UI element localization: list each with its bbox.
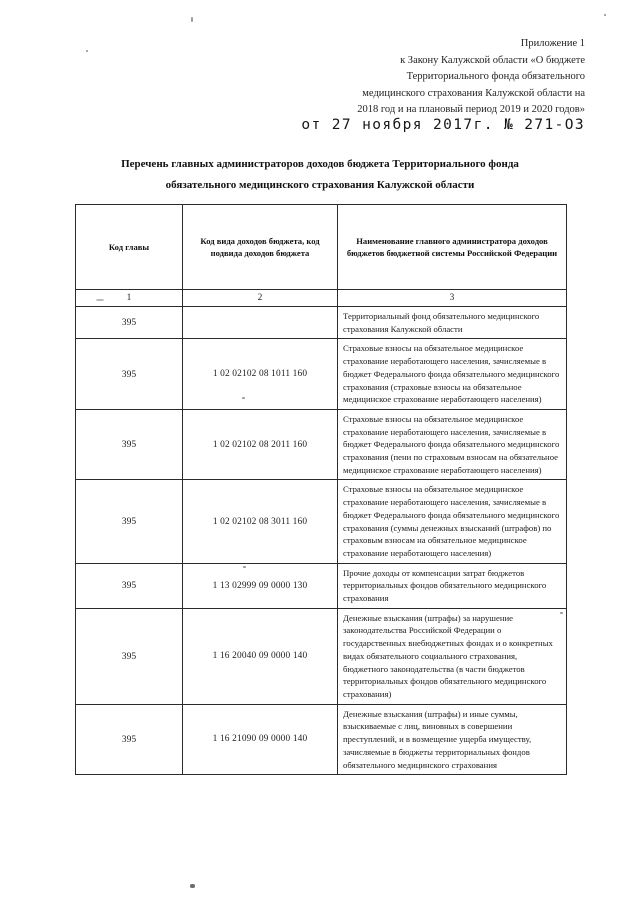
cell-administrator-name: Прочие доходы от компенсации затрат бюджетов территориальных фондов обязательного медицинского страхования — [338, 563, 567, 608]
page-title-line-2: обязательного медицинского страхования Калужской области — [165, 179, 475, 191]
law-date-number: от 27 ноября 2017г. № 271-ОЗ — [301, 117, 585, 133]
column-number-3: 3 — [338, 290, 567, 307]
cell-chapter-code: 395 — [76, 480, 183, 563]
scan-artifact — [604, 14, 606, 16]
cell-administrator-name: Страховые взносы на обязательное медицинское страхование неработающего населения, зачисляемые в бюджет Федерального фонда обязательного медицинского страхования (страховые взносы на обязательное медицинское страхование неработающего населения) — [338, 339, 567, 410]
cell-administrator-name: Страховые взносы на обязательное медицинское страхование неработающего населения, зачисляемые в бюджет Федерального фонда обязательного медицинского страхования (пени по страховым взносам на обязательное медицинское страхование неработающего населения) — [338, 409, 567, 480]
cell-income-type-code: 1 16 21090 09 0000 140 — [183, 704, 338, 775]
cell-income-type-code — [183, 307, 338, 339]
scan-artifact — [243, 566, 246, 568]
cell-chapter-code: 395 — [76, 307, 183, 339]
appendix-reference — [150, 36, 585, 119]
table-row — [76, 608, 567, 704]
cell-income-type-code: 1 13 02999 09 0000 130 — [183, 563, 338, 608]
cell-administrator-name: Страховые взносы на обязательное медицинское страхование неработающего населения, зачисляемые в бюджет Федерального фонда обязательного медицинского страхования (суммы денежных взысканий (штрафов) по страховым взносам на обязательное медицинское страхование неработающего населения) — [338, 480, 567, 563]
cell-chapter-code: 395 — [76, 563, 183, 608]
scan-artifact — [96, 299, 104, 301]
page-title — [70, 154, 570, 196]
administrators-table-container — [75, 204, 566, 775]
cell-administrator-name: Денежные взыскания (штрафы) и иные суммы, взыскиваемые с лиц, виновных в совершении преступлений, и в возмещение ущерба имуществу, зачисляемые в бюджеты территориальных фондов обязательного медицинского страхования — [338, 704, 567, 775]
table-row — [76, 704, 567, 775]
cell-chapter-code: 395 — [76, 608, 183, 704]
cell-chapter-code: 395 — [76, 339, 183, 410]
appendix-reference-line-2: к Закону Калужской области «О бюджете — [400, 54, 585, 66]
table-column-number-row — [76, 290, 567, 307]
cell-income-type-code: 1 02 02102 08 2011 160 — [183, 409, 338, 480]
appendix-reference-line-4: медицинского страхования Калужской области на — [362, 87, 585, 99]
table-row — [76, 307, 567, 339]
column-number-1: 1 — [76, 290, 183, 307]
scan-artifact — [86, 50, 88, 52]
table-row — [76, 409, 567, 480]
cell-chapter-code: 395 — [76, 409, 183, 480]
column-number-2: 2 — [183, 290, 338, 307]
scan-artifact — [191, 17, 193, 22]
column-header-administrator-name: Наименование главного администратора доходов бюджетов бюджетной системы Российской Федерации — [338, 205, 567, 290]
column-header-income-type-code: Код вида доходов бюджета, код подвида доходов бюджета — [183, 205, 338, 290]
table-row — [76, 480, 567, 563]
appendix-reference-line-3: Территориального фонда обязательного — [406, 71, 585, 83]
appendix-reference-line-1: Приложение 1 — [520, 38, 585, 49]
administrators-table — [75, 204, 567, 775]
cell-administrator-name: Денежные взыскания (штрафы) за нарушение законодательства Российской Федерации о государственных внебюджетных фондах и о конкретных видах обязательного социального страхования, бюджетного законодательства (в части бюджетов территориальных фондов обязательного медицинского страхования) — [338, 608, 567, 704]
cell-income-type-code: 1 16 20040 09 0000 140 — [183, 608, 338, 704]
appendix-reference-line-5: 2018 год и на плановый период 2019 и 2020 годов» — [357, 104, 585, 116]
table-row — [76, 563, 567, 608]
scan-artifact — [242, 397, 245, 399]
scan-artifact — [190, 884, 195, 888]
cell-income-type-code: 1 02 02102 08 1011 160 — [183, 339, 338, 410]
column-header-chapter-code: Код главы — [76, 205, 183, 290]
table-header-row — [76, 205, 567, 290]
scan-artifact — [560, 612, 563, 614]
cell-administrator-name: Территориальный фонд обязательного медицинского страхования Калужской области — [338, 307, 567, 339]
page-title-line-1: Перечень главных администраторов доходов бюджета Территориального фонда — [121, 158, 519, 170]
cell-income-type-code: 1 02 02102 08 3011 160 — [183, 480, 338, 563]
table-row — [76, 339, 567, 410]
cell-chapter-code: 395 — [76, 704, 183, 775]
